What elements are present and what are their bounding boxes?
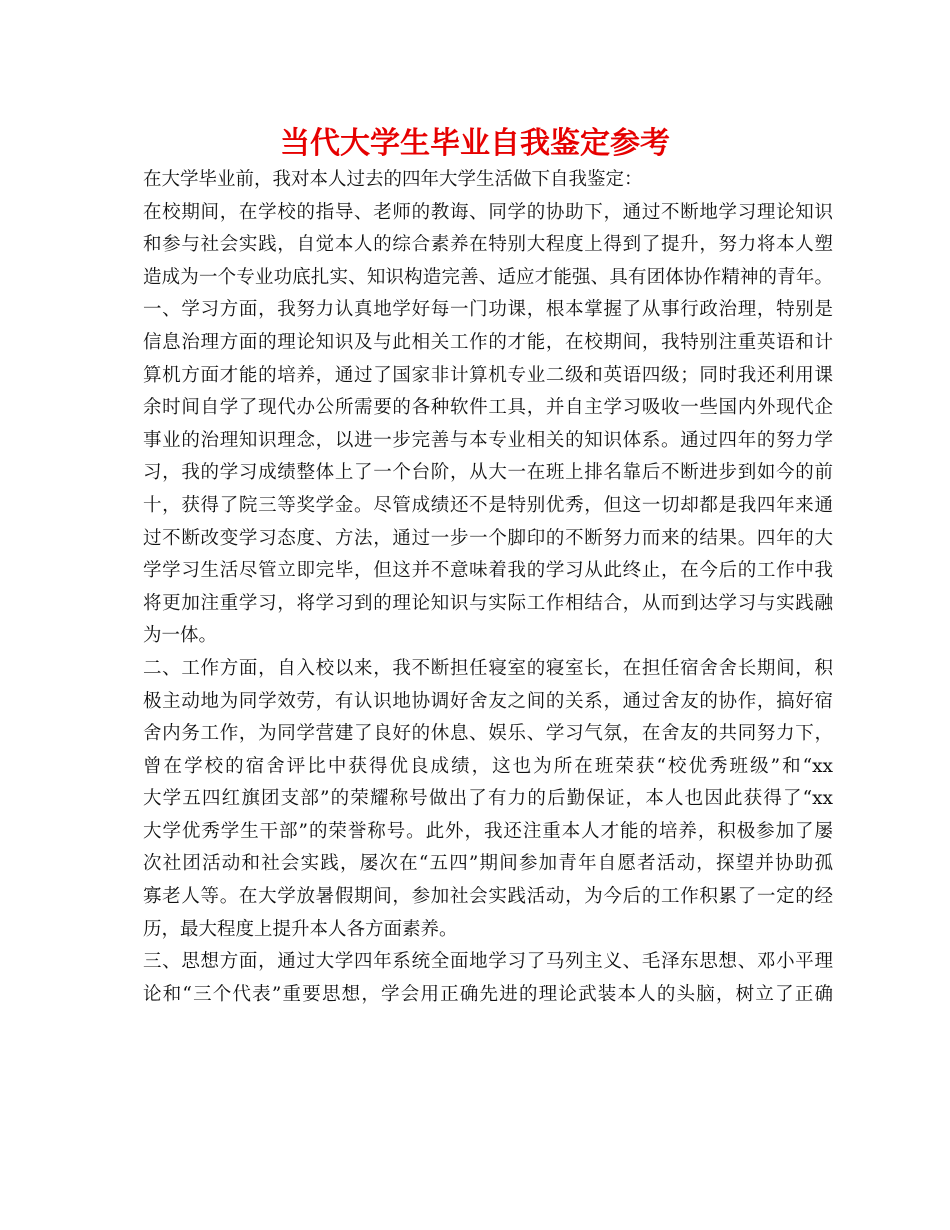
body-line: 论和“三个代表”重要思想，学会用正确先进的理论武装本人的头脑，树立了正确 xyxy=(143,983,833,1005)
body-line: 事业的治理知识理念，以进一步完善与本专业相关的知识体系。通过四年的努力学 xyxy=(143,429,833,451)
body-line: 舍内务工作，为同学营建了良好的休息、娱乐、学习气氛，在舍友的共同努力下， xyxy=(143,723,833,745)
body-line: 十，获得了院三等奖学金。尽管成绩还不是特别优秀，但这一切却都是我四年来通 xyxy=(143,494,833,516)
body-line: 信息治理方面的理论知识及与此相关工作的才能，在校期间，我特别注重英语和计 xyxy=(143,331,833,353)
body-line: 学学习生活尽管立即完毕，但这并不意味着我的学习从此终止，在今后的工作中我 xyxy=(143,560,833,582)
body-line: 大学优秀学生干部”的荣誉称号。此外，我还注重本人才能的培养，积极参加了屡 xyxy=(143,820,833,842)
body-line: 造成为一个专业功底扎实、知识构造完善、适应才能强、具有团体协作精神的青年。 xyxy=(143,266,833,288)
document-title: 当代大学生毕业自我鉴定参考 xyxy=(280,126,670,161)
body-line: 为一体。 xyxy=(143,625,218,647)
body-line: 大学五四红旗团支部”的荣耀称号做出了有力的后勤保证，本人也因此获得了“xx xyxy=(143,788,833,810)
body-line: 和参与社会实践，自觉本人的综合素养在特别大程度上得到了提升，努力将本人塑 xyxy=(143,234,833,256)
body-line: 将更加注重学习，将学习到的理论知识与实际工作相结合，从而到达学习与实践融 xyxy=(143,592,833,614)
document-body xyxy=(143,164,833,1011)
body-line: 过不断改变学习态度、方法，通过一步一个脚印的不断努力而来的结果。四年的大 xyxy=(143,527,833,549)
body-line: 一、学习方面，我努力认真地学好每一门功课，根本掌握了从事行政治理，特别是 xyxy=(143,299,833,321)
body-line: 极主动地为同学效劳，有认识地协调好舍友之间的关系，通过舍友的协作，搞好宿 xyxy=(143,690,833,712)
body-line: 习，我的学习成绩整体上了一个台阶，从大一在班上排名靠后不断进步到如今的前 xyxy=(143,462,833,484)
body-line: 历，最大程度上提升本人各方面素养。 xyxy=(143,918,458,940)
body-line: 余时间自学了现代办公所需要的各种软件工具，并自主学习吸收一些国内外现代企 xyxy=(143,397,833,419)
body-line: 曾在学校的宿舍评比中获得优良成绩，这也为所在班荣获“校优秀班级”和“xx xyxy=(143,755,833,777)
body-line: 算机方面才能的培养，通过了国家非计算机专业二级和英语四级；同时我还利用课 xyxy=(143,364,833,386)
body-line: 在大学毕业前，我对本人过去的四年大学生活做下自我鉴定： xyxy=(143,169,643,190)
body-line: 寡老人等。在大学放暑假期间，参加社会实践活动，为今后的工作积累了一定的经 xyxy=(143,886,833,908)
body-line: 二、工作方面，自入校以来，我不断担任寝室的寝室长，在担任宿舍舍长期间，积 xyxy=(143,657,833,679)
body-line: 次社团活动和社会实践，屡次在“五四”期间参加青年自愿者活动，探望并协助孤 xyxy=(143,853,833,875)
body-line: 在校期间，在学校的指导、老师的教诲、同学的协助下，通过不断地学习理论知识 xyxy=(143,201,833,223)
body-line: 三、思想方面，通过大学四年系统全面地学习了马列主义、毛泽东思想、邓小平理 xyxy=(143,951,833,973)
